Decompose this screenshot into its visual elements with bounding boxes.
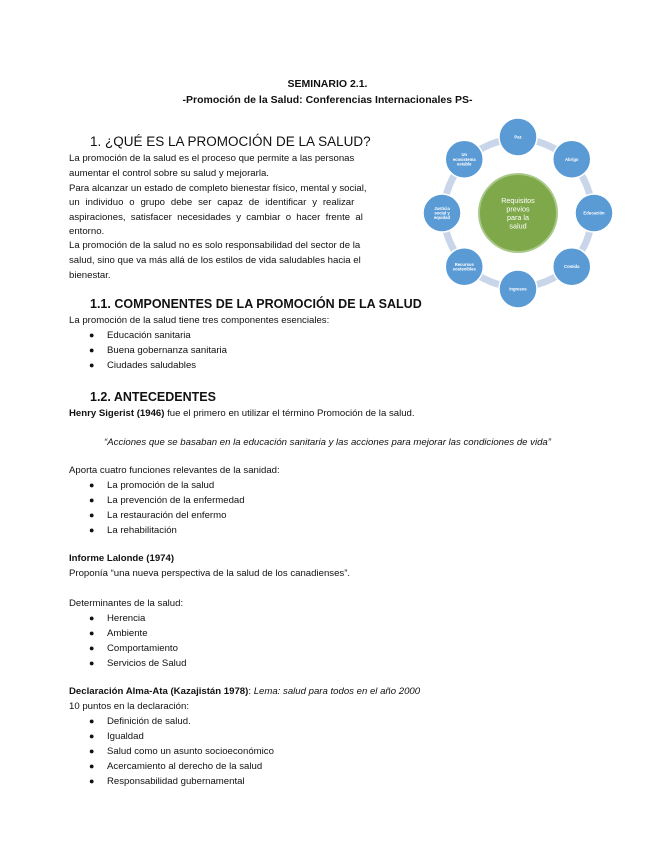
alma-ata-colon: :	[248, 686, 254, 697]
document-title: SEMINARIO 2.1.	[287, 78, 368, 90]
diagram-center-label: salud	[509, 221, 527, 231]
diagram-node-label: Educación	[583, 210, 605, 216]
determinants-list	[69, 611, 186, 671]
section-1-1-heading: 1.1. COMPONENTES DE LA PROMOCIÓN DE LA SALUD	[90, 297, 422, 311]
section-1-line: bienestar.	[69, 270, 111, 281]
list-item: ● Ciudades saludables	[89, 360, 197, 371]
section-1-heading: 1. ¿QUÉ ES LA PROMOCIÓN DE LA SALUD?	[90, 134, 371, 149]
diagram-node-label: estable	[457, 161, 472, 167]
section-1-line: Para alcanzar un estado de completo bienestar físico, mental y social,	[69, 183, 367, 194]
diagram-center-label: para la	[507, 212, 529, 222]
diagram-node-label: Abrigo	[564, 156, 579, 162]
section-1-2-heading: 1.2. ANTECEDENTES	[90, 390, 216, 404]
list-item: ● Definición de salud.	[89, 716, 191, 727]
list-item: ● Herencia	[89, 613, 146, 624]
section-1-line: aumentar el control sobre su salud y mejorarla.	[69, 168, 269, 179]
components-list	[69, 328, 227, 373]
list-item: ● La restauración del enfermo	[89, 510, 227, 521]
alma-ata-list	[69, 714, 274, 789]
section-1-line: La promoción de la salud no es solo responsabilidad del sector de la	[69, 240, 361, 251]
alma-ata-line	[69, 686, 420, 697]
diagram-node-label: ecosistema	[452, 156, 476, 162]
diagram-node-label: Paz	[514, 134, 522, 140]
diagram-node-label: Ingresos	[509, 286, 527, 292]
list-item: ● Buena gobernanza sanitaria	[89, 345, 228, 356]
section-1-line: aspiraciones, satisfacer necesidades y cambiar o hacer frente al	[69, 212, 363, 223]
lalonde-title: Informe Lalonde (1974)	[69, 553, 175, 564]
diagram-node-label: equidad	[433, 215, 451, 221]
list-item: ● Servicios de Salud	[89, 658, 187, 669]
sigerist-line	[69, 408, 415, 419]
diagram-node-label: Un	[461, 152, 468, 158]
diagram-node-label: sostenibles	[452, 266, 476, 272]
alma-ata-intro: 10 puntos en la declaración:	[69, 701, 190, 712]
alma-ata-title: Declaración Alma-Ata (Kazajistán 1978)	[69, 686, 249, 697]
section-1-1-intro: La promoción de la salud tiene tres componentes esenciales:	[69, 315, 330, 326]
list-item: ● La promoción de la salud	[89, 480, 215, 491]
list-item: ● Responsabilidad gubernamental	[89, 776, 245, 787]
list-item: ● La rehabilitación	[89, 525, 177, 536]
determinants-intro: Determinantes de la salud:	[69, 598, 184, 609]
list-item: ● Ambiente	[89, 628, 148, 639]
sigerist-quote: “Acciones que se basaban en la educación sanitaria y las acciones para mejorar las condiciones de vida”	[104, 437, 551, 448]
diagram-center-label: previos	[506, 204, 530, 214]
health-prerequisites-diagram	[418, 106, 618, 320]
diagram-node-label: Recursos	[454, 261, 474, 267]
section-1-line: entorno.	[69, 226, 105, 237]
diagram-center-label: Requisitos	[501, 195, 535, 205]
functions-intro: Aporta cuatro funciones relevantes de la sanidad:	[69, 465, 280, 476]
diagram-node-label: Comida	[564, 264, 580, 270]
diagram-node-label: Justicia	[434, 205, 450, 211]
document-subtitle: -Promoción de la Salud: Conferencias Internacionales PS-	[182, 94, 473, 106]
section-1-line: un individuo o grupo debe ser capaz de identificar y realizar	[69, 197, 355, 208]
sigerist-name: Henry Sigerist (1946)	[69, 408, 165, 419]
list-item: ● Comportamiento	[89, 643, 178, 654]
sigerist-text: fue el primero en utilizar el término Promoción de la salud.	[164, 408, 415, 419]
list-item: ● Salud como un asunto socioeconómico	[89, 746, 274, 757]
list-item: ● Acercamiento al derecho de la salud	[89, 761, 263, 772]
section-1-line: salud, sino que va más allá de los estilos de vida saludables hacia el	[69, 255, 361, 266]
list-item: ● Educación sanitaria	[89, 330, 191, 341]
diagram-node-label: social y	[434, 210, 450, 216]
lalonde-text: Proponía “una nueva perspectiva de la salud de los canadienses”.	[69, 568, 351, 579]
list-item: ● La prevención de la enfermedad	[89, 495, 245, 506]
functions-list	[69, 478, 245, 538]
alma-ata-lema: Lema: salud para todos en el año 2000	[253, 686, 421, 697]
section-1-line: La promoción de la salud es el proceso que permite a las personas	[69, 153, 355, 164]
list-item: ● Igualdad	[89, 731, 144, 742]
